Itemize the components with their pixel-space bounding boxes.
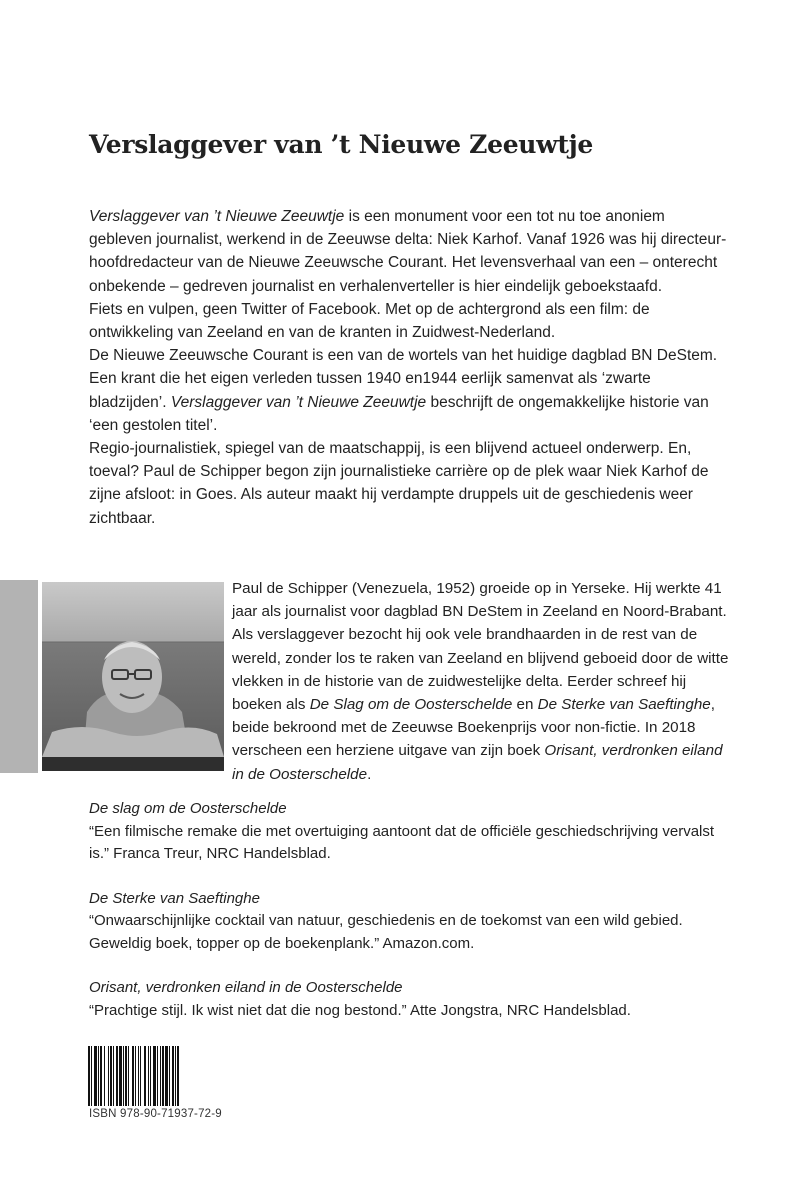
barcode-bar xyxy=(94,1046,97,1106)
isbn-number: ISBN 978-90-71937-72-9 xyxy=(89,1108,222,1120)
text-segment: en xyxy=(512,696,538,714)
review xyxy=(89,977,729,1022)
barcode-bar xyxy=(135,1046,136,1106)
review-quote: “Onwaarschijnlijke cocktail van natuur, geschiedenis en de toekomst van een wild gebied. Geweldig boek, topper op de boekenplank.” Amazon.com. xyxy=(89,912,683,952)
barcode-bar xyxy=(125,1046,127,1106)
reviews xyxy=(89,798,729,1044)
author-photo xyxy=(42,582,224,771)
barcode-bar xyxy=(138,1046,139,1106)
review-title: Orisant, verdronken eiland in de Oosterschelde xyxy=(89,979,403,996)
barcode-bar xyxy=(123,1046,124,1106)
barcode-bar xyxy=(175,1046,176,1106)
intro-paragraph xyxy=(89,205,729,298)
intro-paragraph xyxy=(89,298,729,344)
barcode-bar xyxy=(165,1046,168,1106)
barcode-bar xyxy=(88,1046,90,1106)
barcode-bar xyxy=(177,1046,179,1106)
text-segment: Paul de Schipper (Venezuela, 1952) groeide op in Yerseke. Hij werkte 41 jaar als journalist voor dagblad BN DeStem in Zeeland en Noord-Brabant. Als verslaggever bezocht hij ook vele brandhaarden in de rest van de wereld, zonder los te raken van Zeeland en blijvend geboeid door de witte vlekken in de historie van de zuidwestelijke delta. Eerder schreef hij boeken als xyxy=(232,580,729,714)
text-segment: De Nieuwe Zeeuwsche Courant is een van de wortels van het huidige dagblad BN DeStem. Een krant die het eigen verleden tussen 1940 en1944 eerlijk samenvat als ‘zwarte bladzijden’. xyxy=(89,347,718,411)
text-segment: Regio-journalistiek, spiegel van de maatschappij, is een blijvend actueel onderwerp. En, toeval? Paul de Schipper begon zijn journalistieke carrière op de plek waar Niek Karhof de zijne afsloot: in Goes. Als auteur maakt hij verdampte druppels uit de geschiedenis weer zichtbaar. xyxy=(89,440,709,527)
italic-title: Verslaggever van ’t Nieuwe Zeeuwtje xyxy=(170,393,427,411)
text-segment: Fiets en vulpen, geen Twitter of Facebook. Met op de achtergrond als een film: de ontwikkeling van Zeeland en van de kranten in Zuidwest-Nederland. xyxy=(89,300,650,342)
barcode-bar xyxy=(172,1046,174,1106)
italic-title: Verslaggever van ’t Nieuwe Zeeuwtje xyxy=(89,208,345,225)
review-title: De Sterke van Saeftinghe xyxy=(89,889,260,907)
review-title: De slag om de Oosterschelde xyxy=(89,800,287,817)
barcode-bar xyxy=(148,1046,149,1106)
barcode-bar xyxy=(108,1046,109,1106)
barcode-bar xyxy=(160,1046,161,1106)
review-quote: “Prachtige stijl. Ik wist niet dat die nog bestond.” Atte Jongstra, NRC Handelsblad. xyxy=(89,1001,631,1019)
barcode-bar xyxy=(140,1046,141,1106)
intro-text xyxy=(89,205,729,530)
barcode-bar xyxy=(91,1046,92,1106)
barcode-bar xyxy=(128,1046,129,1106)
barcode-bar xyxy=(144,1046,146,1106)
barcode-bar xyxy=(153,1046,156,1106)
review xyxy=(89,798,729,866)
italic-title: De Slag om de Oosterschelde xyxy=(309,696,513,714)
barcode-bar xyxy=(100,1046,102,1106)
italic-title: De Sterke van Saeftinghe xyxy=(537,696,711,714)
barcode-bar xyxy=(113,1046,114,1106)
barcode-bar xyxy=(116,1046,118,1106)
barcode-bar xyxy=(169,1046,170,1106)
barcode-bar xyxy=(119,1046,122,1106)
review-quote: “Een filmische remake die met overtuiging aantoont dat de officiële geschiedschrijving vervalst is.” Franca Treur, NRC Handelsblad. xyxy=(89,822,715,862)
text-segment: beschrijft de ongemakkelijke historie van ‘een gestolen titel’. xyxy=(89,393,709,434)
barcode-bar xyxy=(150,1046,151,1106)
intro-paragraph xyxy=(89,437,729,530)
italic-title: Orisant, verdronken eiland in de Oosterschelde xyxy=(232,742,723,783)
barcode-bar xyxy=(132,1046,134,1106)
book-title: Verslaggever van ’t Nieuwe Zeeuwtje xyxy=(89,130,594,159)
author-bio xyxy=(232,577,732,786)
text-segment: , beide bekroond met de Zeeuwse Boekenprijs voor non-fictie. In 2018 verscheen een herziene uitgave van zijn boek xyxy=(232,696,715,760)
text-segment: . xyxy=(367,765,372,783)
barcode xyxy=(88,1046,218,1106)
intro-paragraph xyxy=(89,344,729,437)
grey-accent-bar xyxy=(0,580,38,773)
barcode-bar xyxy=(157,1046,158,1106)
review xyxy=(89,888,729,956)
barcode-bar xyxy=(110,1046,112,1106)
barcode-bar xyxy=(104,1046,105,1106)
barcode-bar xyxy=(98,1046,99,1106)
barcode-bar xyxy=(162,1046,164,1106)
text-segment: is een monument voor een tot nu toe anoniem gebleven journalist, werkend in de Zeeuwse delta: Niek Karhof. Vanaf 1926 was hij directeur-hoofdredacteur van de Nieuwe Zeeuwsche Courant. Het levensverhaal van een – onterecht onbekende – gedreven journalist en verhalenverteller is hier eindelijk geboekstaafd. xyxy=(89,208,727,295)
